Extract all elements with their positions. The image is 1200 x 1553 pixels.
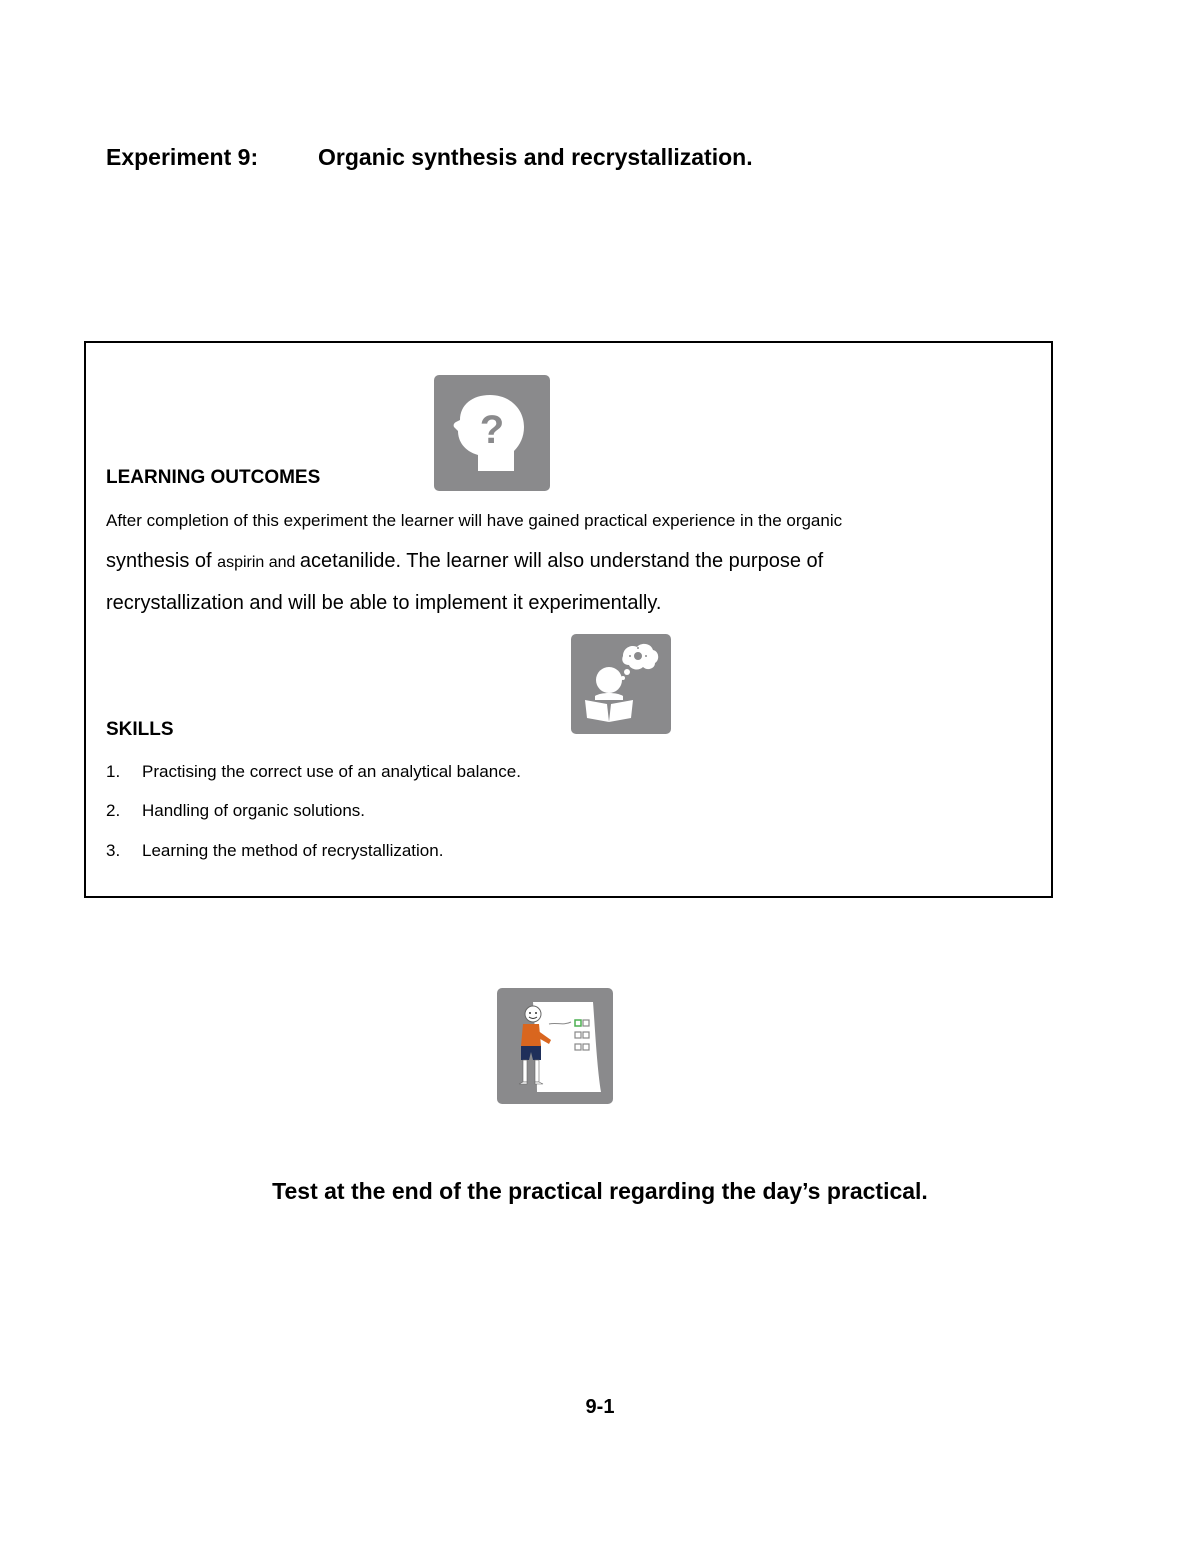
experiment-subject: Organic synthesis and recrystallization. — [318, 144, 753, 170]
skills-heading: SKILLS — [106, 719, 174, 740]
experiment-label: Experiment 9: — [106, 144, 259, 170]
skill-number: 2. — [106, 801, 121, 820]
outcomes-line-1: After completion of this experiment the learner will have gained practical experience in the organic — [106, 511, 843, 530]
skill-text: Handling of organic solutions. — [142, 801, 366, 820]
outcomes-line-2-part-1: synthesis of — [106, 550, 218, 572]
outcomes-line-2-part-3: acetanilide. The learner will also understand the purpose of — [299, 550, 824, 572]
skill-text: Practising the correct use of an analytical balance. — [142, 762, 521, 781]
outcomes-box — [84, 341, 1053, 898]
skill-item — [106, 762, 521, 782]
skill-number: 1. — [106, 762, 121, 781]
page-number: 9-1 — [585, 1396, 615, 1418]
learning-outcomes-heading: LEARNING OUTCOMES — [106, 467, 321, 488]
question-head-icon — [434, 375, 550, 491]
skill-item — [106, 801, 365, 821]
page-title — [106, 144, 753, 171]
outcomes-line-2-part-2: aspirin and — [217, 554, 300, 571]
outcomes-line-3: recrystallization and will be able to implement it experimentally. — [106, 592, 662, 614]
outcomes-line-2 — [106, 550, 1006, 573]
reading-person-icon — [571, 634, 671, 734]
svg-text:?: ? — [479, 408, 505, 452]
checklist-person-icon — [497, 988, 613, 1104]
test-notice: Test at the end of the practical regarding the day’s practical. — [272, 1178, 928, 1204]
skill-number: 3. — [106, 841, 121, 860]
skill-text: Learning the method of recrystallization. — [142, 841, 444, 860]
skill-item — [106, 841, 443, 861]
